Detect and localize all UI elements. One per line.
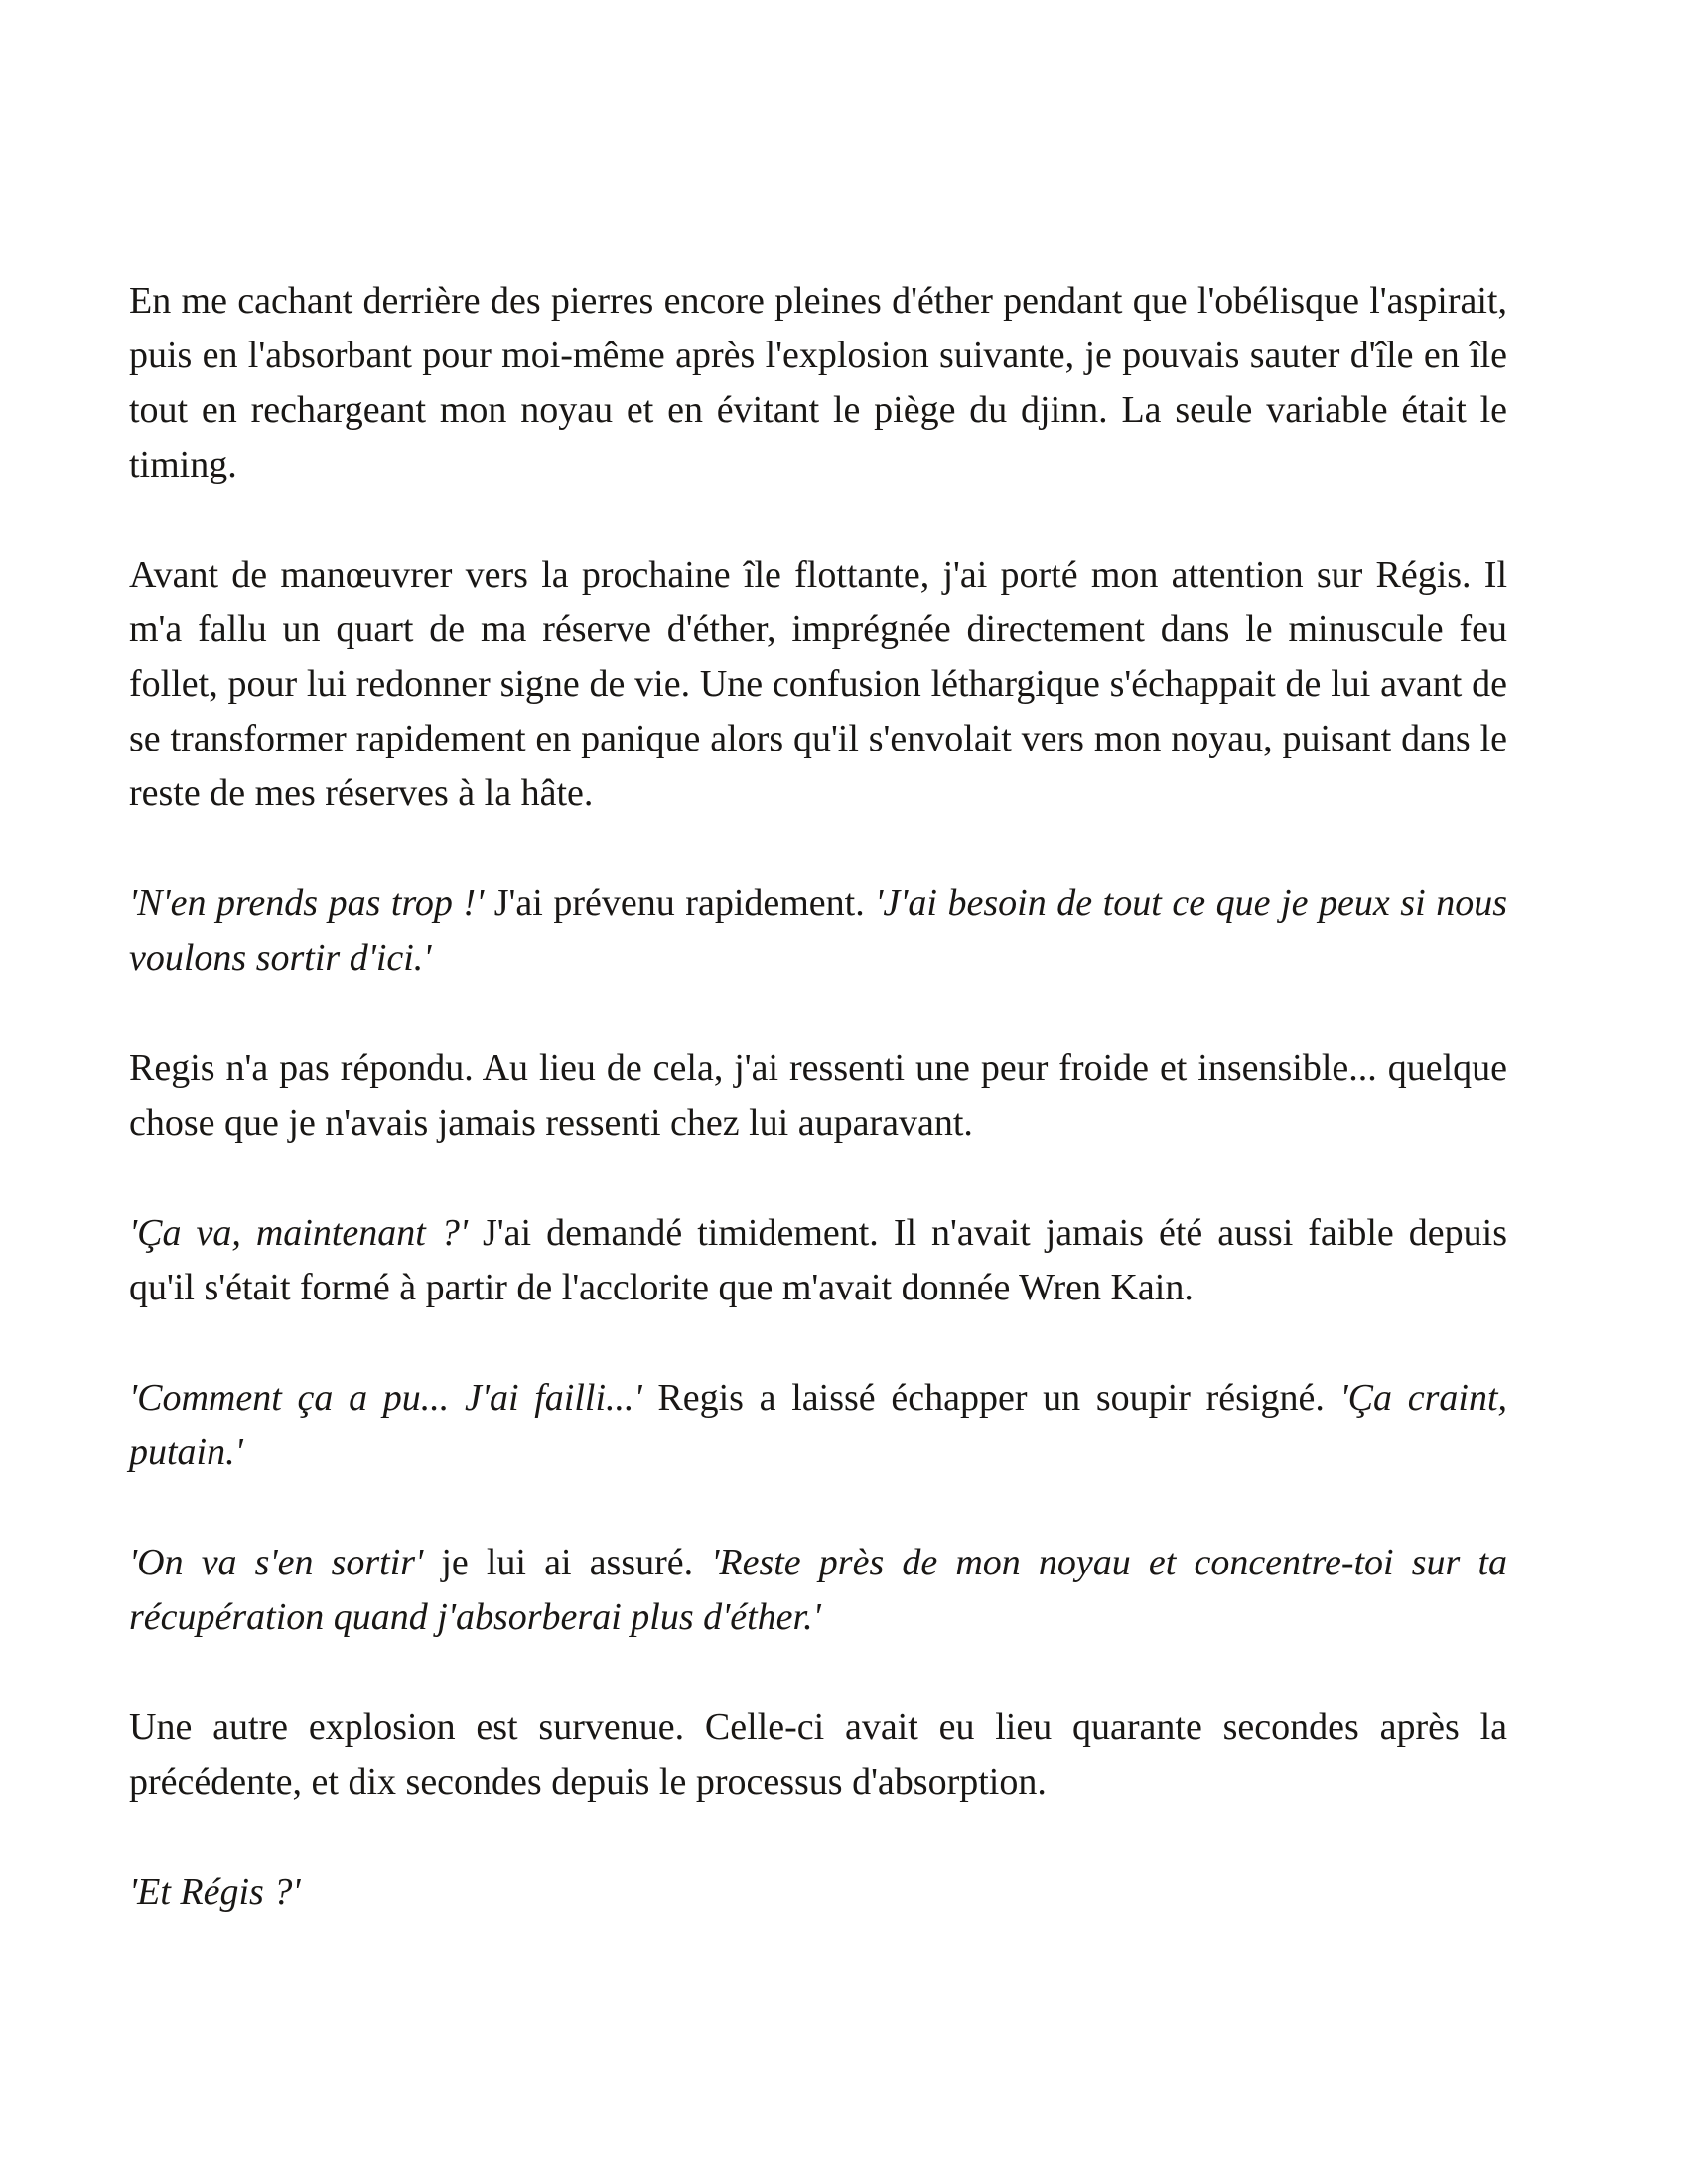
text-segment: J'ai demandé timidement. Il n'avait jamais été aussi faible depuis qu'il s'était formé à partir de l'acclorite que m'avait donnée Wren Kain. [129,1212,1507,1308]
text-segment: Regis n'a pas répondu. Au lieu de cela, j'ai ressenti une peur froide et insensible... quelque chose que je n'avais jamais ressenti chez lui auparavant. [129,1047,1507,1144]
text-segment: 'Reste près de mon noyau et concentre-toi sur ta récupération quand j'absorberai plus d'éther.' [129,1542,1507,1638]
paragraph-2 [129,548,1507,821]
paragraph-9 [129,1865,1507,1920]
text-segment: 'Ça craint, putain.' [129,1377,1507,1473]
paragraph-6 [129,1371,1507,1480]
document-content [129,274,1507,1920]
text-segment: Une autre explosion est survenue. Celle-ci avait eu lieu quarante secondes après la précédente, et dix secondes depuis le processus d'absorption. [129,1706,1507,1803]
text-segment: je lui ai assuré. [423,1542,712,1583]
text-segment: 'N'en prends pas trop !' [129,883,485,924]
text-segment: 'J'ai besoin de tout ce que je peux si nous voulons sortir d'ici.' [129,883,1507,979]
paragraph-7 [129,1536,1507,1645]
paragraph-5 [129,1206,1507,1315]
text-segment: En me cachant derrière des pierres encore pleines d'éther pendant que l'obélisque l'aspirait, puis en l'absorbant pour moi-même après l'explosion suivante, je pouvais sauter d'île en île tout en rechargeant mon noyau et en évitant le piège du djinn. La seule variable était le timing. [129,280,1507,485]
text-segment: Regis a laissé échapper un soupir résigné. [641,1377,1340,1419]
text-segment: Avant de manœuvrer vers la prochaine île flottante, j'ai porté mon attention sur Régis. Il m'a fallu un quart de ma réserve d'éther, imprégnée directement dans le minuscule feu follet, pour lui redonner signe de vie. Une confusion léthargique s'échappait de lui avant de se transformer rapidement en panique alors qu'il s'envolait vers mon noyau, puisant dans le reste de mes réserves à la hâte. [129,554,1507,814]
paragraph-8 [129,1701,1507,1810]
paragraph-3 [129,877,1507,986]
text-segment: 'Et Régis ?' [129,1871,301,1913]
text-segment: J'ai prévenu rapidement. [484,883,876,924]
text-segment: 'Comment ça a pu... J'ai failli...' [129,1377,642,1419]
text-segment: 'On va s'en sortir' [129,1542,424,1583]
paragraph-4 [129,1041,1507,1151]
paragraph-1 [129,274,1507,492]
text-segment: 'Ça va, maintenant ?' [129,1212,468,1254]
